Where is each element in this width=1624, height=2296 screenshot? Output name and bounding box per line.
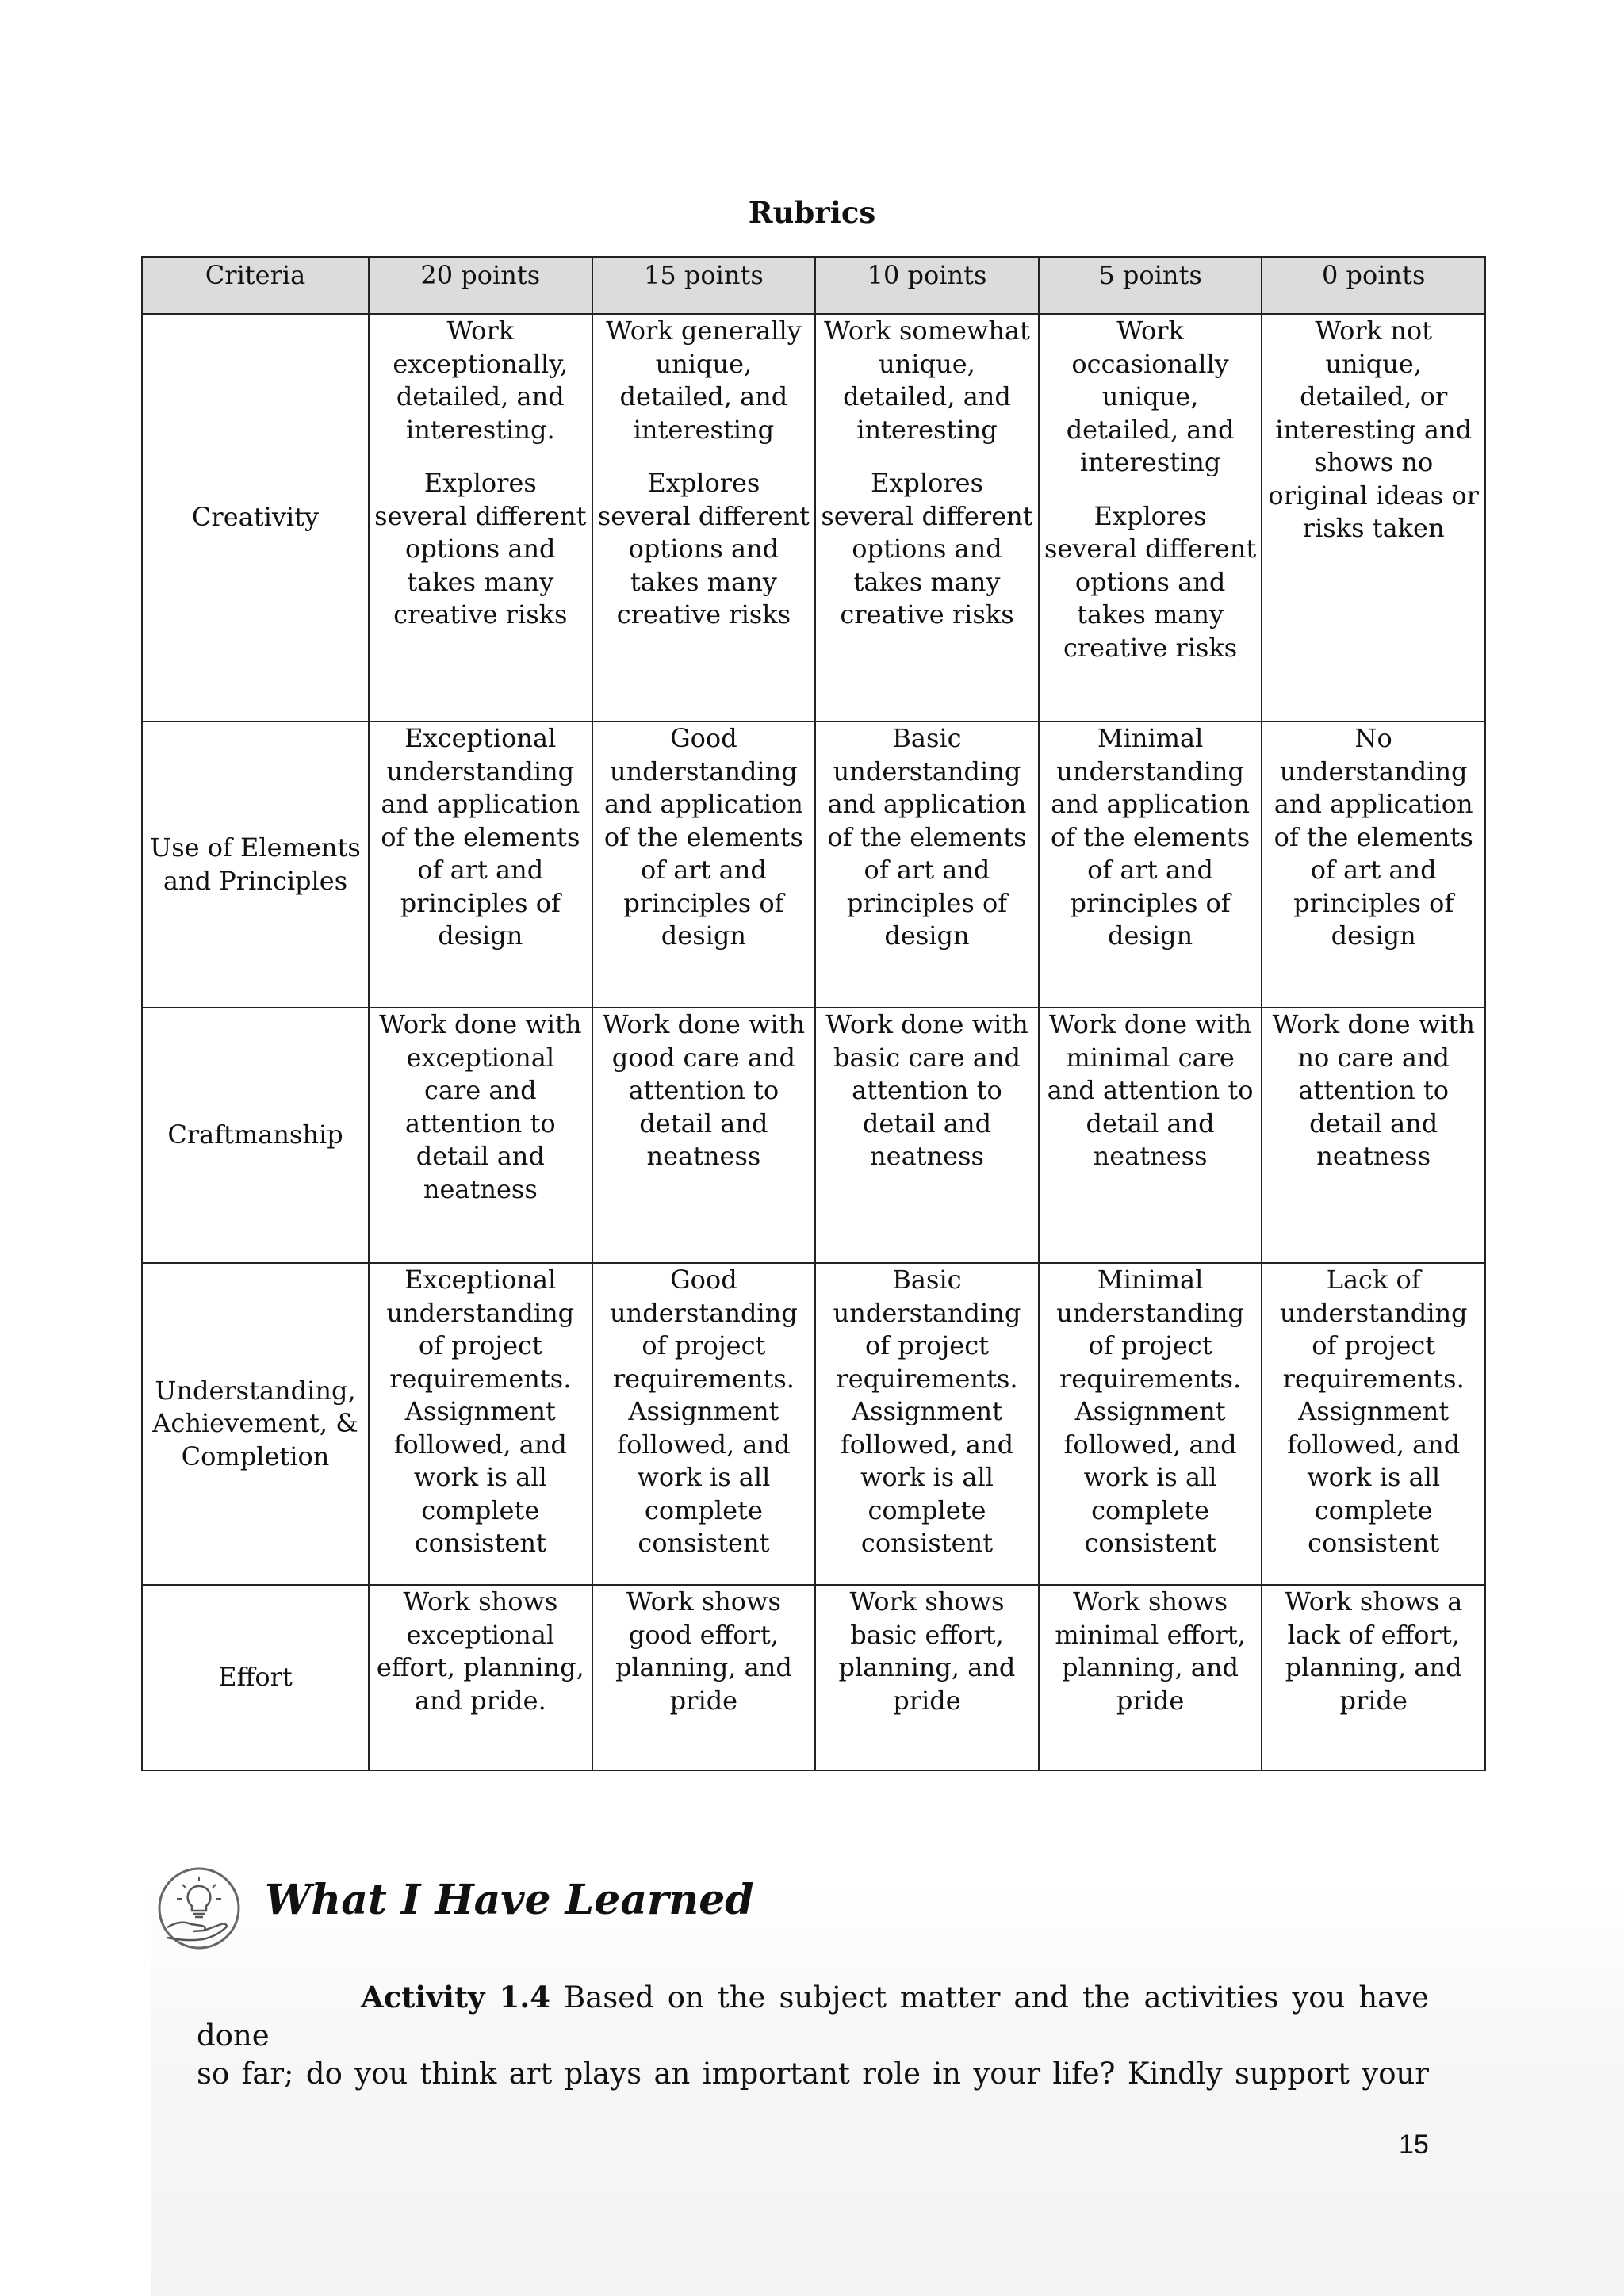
rubric-cell-text: Work occasionally unique, detailed, and interesting: [1066, 316, 1235, 477]
rubric-row: [142, 1008, 1485, 1263]
header-0-points: 0 points: [1262, 257, 1485, 314]
rubric-cell-text: Lack of understanding of project requirements. Assignment followed, and work is all complete consistent: [1279, 1265, 1468, 1558]
rubric-cell-text: Explores several different options and takes many creative risks: [597, 468, 810, 629]
rubric-row: [142, 721, 1485, 1008]
rubric-cell-text: Work shows a lack of effort, planning, and pride: [1285, 1586, 1463, 1716]
activity-label: Activity 1.4: [361, 1980, 551, 2015]
rubric-cell-text: Exceptional understanding and application of the elements of art and principles of design: [381, 723, 580, 951]
rubric-cell-text: Work shows basic effort, planning, and pride: [838, 1586, 1016, 1716]
rubric-cell-text: Basic understanding of project requirements. Assignment followed, and work is all complete consistent: [833, 1265, 1021, 1558]
rubric-cell: [369, 1263, 592, 1585]
rubric-cell-text: Good understanding and application of the elements of art and principles of design: [603, 723, 803, 951]
rubric-cell: [369, 314, 592, 721]
rubric-cell: [369, 1585, 592, 1770]
section-title: What I Have Learned: [265, 1876, 754, 1924]
rubric-cell: [592, 314, 816, 721]
lightbulb-hand-icon: [156, 1866, 242, 1951]
rubric-cell: [1262, 1263, 1485, 1585]
rubric-cell: [369, 721, 592, 1008]
rubric-cell-text: Explores several different options and takes many creative risks: [374, 468, 587, 629]
header-5-points: 5 points: [1039, 257, 1262, 314]
page-number: 15: [1399, 2130, 1429, 2160]
rubric-cell: [1039, 1008, 1262, 1263]
rubric-row: [142, 1263, 1485, 1585]
rubric-cell: [1262, 721, 1485, 1008]
header-20-points: 20 points: [369, 257, 592, 314]
header-15-points: 15 points: [592, 257, 816, 314]
rubric-cell-text: Work done with no care and attention to detail and neatness: [1272, 1009, 1475, 1171]
rubric-table: [141, 256, 1486, 1771]
rubric-cell-text: Work exceptionally, detailed, and interesting.: [393, 316, 569, 445]
rubric-cell-text: Work done with minimal care and attention to detail and neatness: [1047, 1009, 1254, 1171]
rubric-cell: [1262, 1585, 1485, 1770]
rubric-cell: [815, 314, 1039, 721]
rubric-cell-text: Work done with exceptional care and attention to detail and neatness: [379, 1009, 582, 1204]
criterion-cell: Effort: [142, 1585, 369, 1770]
rubric-cell: [815, 1585, 1039, 1770]
rubric-cell-text: Minimal understanding and application of the elements of art and principles of design: [1051, 723, 1251, 951]
rubric-cell: [1039, 314, 1262, 721]
rubric-row: [142, 1585, 1485, 1770]
rubric-cell: [1039, 721, 1262, 1008]
header-10-points: 10 points: [815, 257, 1039, 314]
rubric-cell-text: Work somewhat unique, detailed, and interesting: [824, 316, 1030, 445]
rubric-cell-text: Good understanding of project requirements. Assignment followed, and work is all complete consistent: [610, 1265, 798, 1558]
rubric-cell-text: Work done with good care and attention to detail and neatness: [602, 1009, 806, 1171]
header-criteria: Criteria: [142, 257, 369, 314]
rubric-cell-text: Basic understanding and application of the elements of art and principles of design: [827, 723, 1027, 951]
criterion-cell: Craftmanship: [142, 1008, 369, 1263]
activity-line-1: [197, 1978, 1429, 2055]
activity-paragraph: [197, 1978, 1429, 2093]
rubric-cell-text: Minimal understanding of project requirements. Assignment followed, and work is all complete consistent: [1056, 1265, 1244, 1558]
rubric-cell: [815, 1263, 1039, 1585]
rubric-cell: [1262, 1008, 1485, 1263]
rubric-cell: [1039, 1585, 1262, 1770]
rubric-cell: [592, 1263, 816, 1585]
rubric-cell: [815, 721, 1039, 1008]
rubric-row: [142, 314, 1485, 721]
activity-text-1: Based on the subject matter and the activities you have done: [197, 1980, 1430, 2053]
rubric-header-row: [142, 257, 1485, 314]
rubric-cell: [592, 721, 816, 1008]
rubric-cell-text: Explores several different options and takes many creative risks: [821, 468, 1033, 629]
rubric-cell-text: Work shows good effort, planning, and pride: [615, 1586, 792, 1716]
rubric-cell-text: Work shows exceptional effort, planning, and pride.: [376, 1586, 584, 1716]
rubric-cell-text: Work done with basic care and attention to detail and neatness: [825, 1009, 1028, 1171]
rubric-cell: [815, 1008, 1039, 1263]
activity-line-2: so far; do you think art plays an important role in your life? Kindly support your: [197, 2057, 1429, 2091]
rubric-cell: [592, 1008, 816, 1263]
rubrics-title: Rubrics: [748, 195, 876, 230]
rubric-cell: [369, 1008, 592, 1263]
rubric-cell: [1039, 1263, 1262, 1585]
rubric-cell: [1262, 314, 1485, 721]
criterion-cell: Use of Elements and Principles: [142, 721, 369, 1008]
rubric-cell: [592, 1585, 816, 1770]
rubric-cell-text: Explores several different options and takes many creative risks: [1044, 500, 1257, 663]
rubric-cell-text: Work shows minimal effort, planning, and pride: [1055, 1586, 1246, 1716]
rubric-cell-text: Exceptional understanding of project requirements. Assignment followed, and work is all complete consistent: [386, 1265, 575, 1558]
criterion-cell: Understanding, Achievement, & Completion: [142, 1263, 369, 1585]
rubric-cell-text: Work not unique, detailed, or interesting and shows no original ideas or risks taken: [1268, 316, 1479, 543]
rubric-cell-text: Work generally unique, detailed, and interesting: [606, 316, 802, 445]
criterion-cell: Creativity: [142, 314, 369, 721]
rubric-cell-text: No understanding and application of the elements of art and principles of design: [1274, 723, 1473, 951]
